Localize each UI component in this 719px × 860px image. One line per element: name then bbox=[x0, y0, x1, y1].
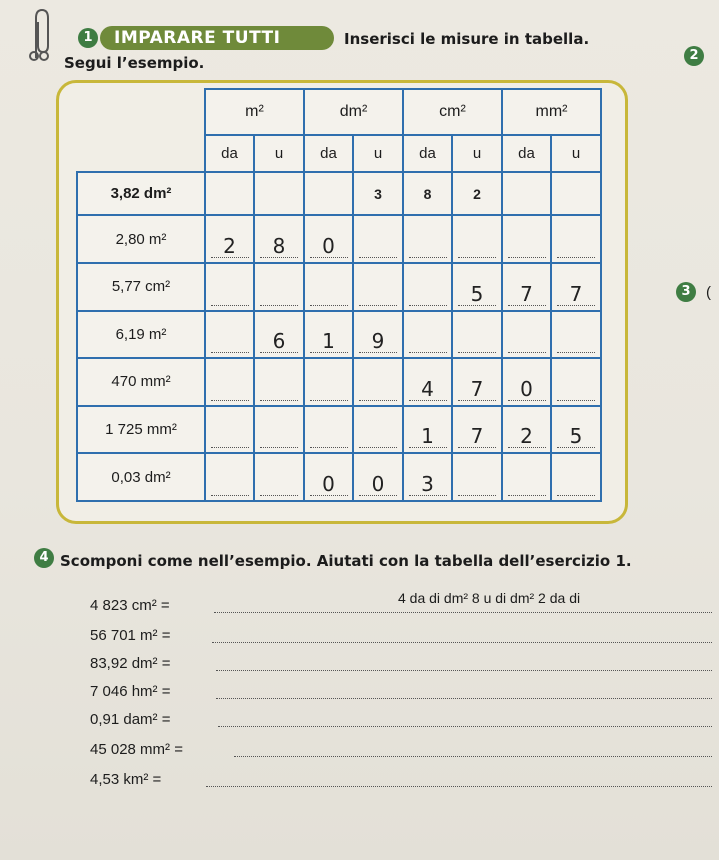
handwritten-digit: 7 bbox=[458, 378, 496, 401]
digit-cell[interactable] bbox=[403, 215, 452, 263]
handwritten-digit bbox=[260, 425, 298, 448]
handwritten-digit bbox=[211, 378, 249, 401]
row-label: 3,82 dm² bbox=[77, 172, 205, 215]
handwritten-digit bbox=[211, 330, 249, 353]
digit-value bbox=[323, 183, 335, 205]
digit-cell[interactable] bbox=[353, 358, 403, 406]
digit-cell[interactable] bbox=[502, 172, 551, 215]
digit-cell[interactable] bbox=[502, 406, 551, 454]
answer-line[interactable] bbox=[214, 612, 712, 613]
handwritten-digit: 0 bbox=[359, 473, 397, 496]
digit-cell[interactable] bbox=[304, 263, 353, 311]
digit-cell[interactable] bbox=[403, 406, 452, 454]
unit-header: dm² bbox=[304, 89, 403, 135]
digit-cell[interactable] bbox=[254, 215, 304, 263]
subheader-cell: u bbox=[353, 135, 403, 172]
handwritten-digit: 7 bbox=[508, 283, 546, 306]
digit-value bbox=[273, 183, 285, 205]
handwritten-digit bbox=[508, 330, 546, 353]
table-corner bbox=[77, 89, 205, 172]
handwritten-digit bbox=[211, 425, 249, 448]
cut-off-text: ( bbox=[706, 284, 711, 301]
digit-cell[interactable] bbox=[551, 311, 601, 359]
digit-cell[interactable] bbox=[353, 311, 403, 359]
exercise-1-sub-instruction: Segui l’esempio. bbox=[64, 54, 205, 72]
digit-cell[interactable] bbox=[452, 453, 502, 501]
digit-cell[interactable] bbox=[254, 358, 304, 406]
digit-cell[interactable] bbox=[551, 406, 601, 454]
digit-cell[interactable] bbox=[205, 311, 254, 359]
subheader-cell: u bbox=[551, 135, 601, 172]
digit-cell[interactable] bbox=[452, 311, 502, 359]
digit-cell[interactable] bbox=[551, 358, 601, 406]
handwritten-digit bbox=[359, 425, 397, 448]
handwritten-digit bbox=[409, 283, 447, 306]
table-row bbox=[77, 453, 601, 501]
digit-cell[interactable] bbox=[353, 172, 403, 215]
digit-cell[interactable] bbox=[452, 406, 502, 454]
handwritten-digit bbox=[458, 235, 496, 258]
digit-cell[interactable] bbox=[353, 453, 403, 501]
digit-value bbox=[521, 183, 533, 205]
answer-line[interactable] bbox=[218, 726, 712, 727]
digit-cell[interactable] bbox=[551, 215, 601, 263]
digit-cell[interactable] bbox=[403, 172, 452, 215]
table-row bbox=[77, 263, 601, 311]
handwritten-digit: 3 bbox=[409, 473, 447, 496]
digit-cell[interactable] bbox=[205, 453, 254, 501]
decompose-prompt: 0,91 dam² = bbox=[90, 711, 171, 728]
handwritten-digit bbox=[557, 473, 595, 496]
digit-cell[interactable] bbox=[205, 263, 254, 311]
exercise-1-instruction: Inserisci le misure in tabella. bbox=[344, 30, 590, 48]
decompose-prompt: 4,53 km² = bbox=[90, 771, 162, 788]
handwritten-digit: 0 bbox=[310, 235, 348, 258]
subheader-cell: u bbox=[452, 135, 502, 172]
exercise-4-instruction: Scomponi come nell’esempio. Aiutati con la tabella dell’esercizio 1. bbox=[60, 552, 632, 570]
paperclip-icon bbox=[28, 6, 52, 62]
answer-line[interactable] bbox=[234, 756, 712, 757]
handwritten-digit bbox=[260, 473, 298, 496]
subheader-cell: u bbox=[254, 135, 304, 172]
digit-cell[interactable] bbox=[502, 453, 551, 501]
digit-cell[interactable] bbox=[254, 263, 304, 311]
subheader-cell: da bbox=[205, 135, 254, 172]
handwritten-digit: 6 bbox=[260, 330, 298, 353]
digit-cell[interactable] bbox=[551, 263, 601, 311]
answer-line[interactable] bbox=[212, 642, 712, 643]
handwritten-digit bbox=[508, 235, 546, 258]
row-label: 470 mm² bbox=[77, 358, 205, 406]
handwritten-digit bbox=[409, 235, 447, 258]
handwritten-digit: 2 bbox=[211, 235, 249, 258]
handwritten-digit bbox=[359, 235, 397, 258]
digit-cell[interactable] bbox=[452, 172, 502, 215]
digit-cell[interactable] bbox=[304, 453, 353, 501]
handwritten-digit bbox=[409, 330, 447, 353]
subheader-cell: da bbox=[304, 135, 353, 172]
digit-cell[interactable] bbox=[403, 358, 452, 406]
digit-cell[interactable] bbox=[304, 172, 353, 215]
handwritten-digit: 5 bbox=[458, 283, 496, 306]
digit-cell[interactable] bbox=[502, 215, 551, 263]
digit-cell[interactable] bbox=[254, 172, 304, 215]
digit-cell[interactable] bbox=[304, 358, 353, 406]
digit-cell[interactable] bbox=[403, 263, 452, 311]
answer-line[interactable] bbox=[216, 698, 712, 699]
digit-cell[interactable] bbox=[304, 406, 353, 454]
digit-cell[interactable] bbox=[551, 172, 601, 215]
digit-cell[interactable] bbox=[254, 453, 304, 501]
handwritten-digit bbox=[260, 378, 298, 401]
digit-cell[interactable] bbox=[304, 215, 353, 263]
digit-cell[interactable] bbox=[551, 453, 601, 501]
decompose-prompt: 7 046 hm² = bbox=[90, 683, 171, 700]
digit-cell[interactable] bbox=[502, 358, 551, 406]
answer-line[interactable] bbox=[216, 670, 712, 671]
row-label: 1 725 mm² bbox=[77, 406, 205, 454]
handwritten-digit bbox=[310, 425, 348, 448]
digit-cell[interactable] bbox=[502, 263, 551, 311]
handwritten-digit: 8 bbox=[260, 235, 298, 258]
digit-cell[interactable] bbox=[502, 311, 551, 359]
row-label: 5,77 cm² bbox=[77, 263, 205, 311]
handwritten-digit: 1 bbox=[310, 330, 348, 353]
digit-cell[interactable] bbox=[452, 215, 502, 263]
handwritten-digit: 0 bbox=[310, 473, 348, 496]
digit-value: 8 bbox=[423, 185, 432, 202]
digit-cell[interactable] bbox=[254, 406, 304, 454]
digit-cell[interactable] bbox=[452, 358, 502, 406]
handwritten-digit: 9 bbox=[359, 330, 397, 353]
row-label: 2,80 m² bbox=[77, 215, 205, 263]
conversion-table bbox=[76, 88, 602, 502]
table-row bbox=[77, 358, 601, 406]
handwritten-digit: 5 bbox=[557, 425, 595, 448]
handwritten-digit: 1 bbox=[409, 425, 447, 448]
handwritten-digit bbox=[359, 378, 397, 401]
exercise-4-badge: 4 bbox=[34, 548, 54, 568]
handwritten-digit bbox=[211, 283, 249, 306]
handwritten-digit: 7 bbox=[557, 283, 595, 306]
digit-cell[interactable] bbox=[205, 406, 254, 454]
digit-cell[interactable] bbox=[205, 172, 254, 215]
digit-cell[interactable] bbox=[353, 215, 403, 263]
decompose-prompt: 45 028 mm² = bbox=[90, 741, 183, 758]
digit-cell[interactable] bbox=[353, 263, 403, 311]
example-answer: 4 da di dm² 8 u di dm² 2 da di bbox=[398, 590, 581, 606]
subheader-cell: da bbox=[502, 135, 551, 172]
handwritten-digit bbox=[211, 473, 249, 496]
unit-header-row bbox=[77, 89, 601, 135]
decompose-prompt: 4 823 cm² = bbox=[90, 597, 170, 614]
handwritten-digit bbox=[458, 473, 496, 496]
row-label: 6,19 m² bbox=[77, 311, 205, 359]
digit-cell[interactable] bbox=[304, 311, 353, 359]
digit-cell[interactable] bbox=[254, 311, 304, 359]
handwritten-digit: 7 bbox=[458, 425, 496, 448]
table-row bbox=[77, 311, 601, 359]
subheader-cell: da bbox=[403, 135, 452, 172]
digit-value bbox=[224, 183, 236, 205]
answer-line[interactable] bbox=[206, 786, 712, 787]
handwritten-digit bbox=[458, 330, 496, 353]
digit-cell[interactable] bbox=[205, 215, 254, 263]
digit-value: 2 bbox=[473, 185, 481, 202]
handwritten-digit: 2 bbox=[508, 425, 546, 448]
table-row bbox=[77, 406, 601, 454]
handwritten-digit: 0 bbox=[508, 378, 546, 401]
digit-cell[interactable] bbox=[452, 263, 502, 311]
row-label: 0,03 dm² bbox=[77, 453, 205, 501]
unit-header: cm² bbox=[403, 89, 502, 135]
exercise-3-badge: 3 bbox=[676, 282, 696, 302]
digit-cell[interactable] bbox=[353, 406, 403, 454]
handwritten-digit bbox=[557, 330, 595, 353]
table-body bbox=[77, 172, 601, 501]
digit-value bbox=[570, 183, 582, 205]
handwritten-digit bbox=[260, 283, 298, 306]
table-row bbox=[77, 172, 601, 215]
handwritten-digit bbox=[508, 473, 546, 496]
exercise-1-badge: 1 bbox=[78, 28, 98, 48]
decompose-prompt: 56 701 m² = bbox=[90, 627, 171, 644]
handwritten-digit bbox=[359, 283, 397, 306]
decompose-prompt: 83,92 dm² = bbox=[90, 655, 171, 672]
exercise-1-title: IMPARARE TUTTI bbox=[100, 26, 334, 50]
exercise-2-badge: 2 bbox=[684, 46, 704, 66]
handwritten-digit bbox=[557, 378, 595, 401]
handwritten-digit bbox=[310, 283, 348, 306]
handwritten-digit: 4 bbox=[409, 378, 447, 401]
unit-header: mm² bbox=[502, 89, 601, 135]
handwritten-digit bbox=[557, 235, 595, 258]
unit-header: m² bbox=[205, 89, 304, 135]
digit-value: 3 bbox=[374, 185, 382, 202]
table-row bbox=[77, 215, 601, 263]
digit-cell[interactable] bbox=[205, 358, 254, 406]
handwritten-digit bbox=[310, 378, 348, 401]
digit-cell[interactable] bbox=[403, 453, 452, 501]
digit-cell[interactable] bbox=[403, 311, 452, 359]
